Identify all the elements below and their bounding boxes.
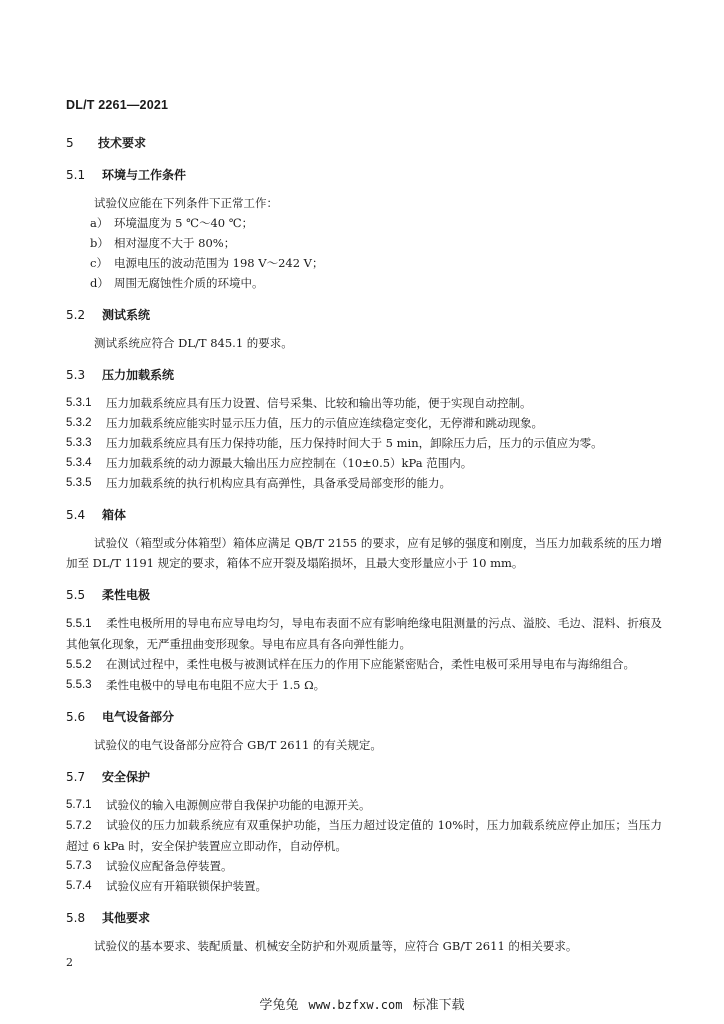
- paragraph: 试验仪的电气设备部分应符合 GB/T 2611 的有关规定。: [94, 738, 382, 752]
- clause: 5.7.4 试验仪应有开箱联锁保护装置。: [66, 879, 267, 893]
- standard-code-header: DL/T 2261—2021: [66, 98, 169, 112]
- clause: 5.3.1 压力加载系统应具有压力设置、信号采集、比较和输出等功能，便于实现自动控制。: [66, 396, 532, 410]
- clause: 5.7.3 试验仪应配备急停装置。: [66, 859, 233, 873]
- footer-tagline: 标准下载: [412, 998, 465, 1013]
- list-item: c） 电源电压的波动范围为 198 V～242 V；: [90, 256, 324, 270]
- subsection-heading-5-1: 5.1 环境与工作条件: [66, 168, 187, 182]
- list-item: a） 环境温度为 5 ℃～40 ℃；: [90, 216, 254, 230]
- list-item: d） 周围无腐蚀性介质的环境中。: [90, 276, 264, 290]
- clause: 5.7.1 试验仪的输入电源侧应带自我保护功能的电源开关。: [66, 798, 371, 812]
- list-item: b） 相对湿度不大于 80%；: [90, 236, 236, 250]
- subsection-heading-5-6: 5.6 电气设备部分: [66, 710, 175, 724]
- subsection-heading-5-2: 5.2 测试系统: [66, 308, 151, 322]
- paragraph: 测试系统应符合 DL/T 845.1 的要求。: [94, 336, 293, 350]
- paragraph: 试验仪应能在下列条件下正常工作：: [94, 196, 278, 210]
- page-number: 2: [66, 956, 73, 969]
- clause: 5.5.3 柔性电极中的导电布电阻不应大于 1.5 Ω。: [66, 678, 326, 692]
- subsection-heading-5-7: 5.7 安全保护: [66, 770, 151, 784]
- clause: 5.5.2 在测试过程中，柔性电极与被测试样在压力的作用下应能紧密贴合，柔性电极可采用导电布与海绵组合。: [66, 657, 635, 671]
- section-title: 技术要求: [98, 136, 147, 150]
- paragraph: 试验仪的基本要求、装配质量、机械安全防护和外观质量等，应符合 GB/T 2611 的相关要求。: [94, 939, 578, 953]
- clause: 5.7.2 试验仪的压力加载系统应有双重保护功能，当压力超过设定值的 10%时，压力加载系统应停止加压；当压力超过 6 kPa 时，安全保护装置应立即动作，自动停机。: [66, 818, 662, 853]
- subsection-heading-5-8: 5.8 其他要求: [66, 911, 151, 925]
- section-heading: [66, 133, 662, 153]
- clause: 5.3.3 压力加载系统应具有压力保持功能，压力保持时间大于 5 min，卸除压力后，压力的示值应为零。: [66, 436, 603, 450]
- clause: 5.3.4 压力加载系统的动力源最大输出压力应控制在（10±0.5）kPa 范围内。: [66, 456, 473, 470]
- footer-watermark: [0, 994, 724, 1013]
- clause: 5.5.1 柔性电极所用的导电布应导电均匀，导电布表面不应有影响绝缘电阻测量的污点、溢胶、毛边、混料、折痕及其他氧化现象，无严重扭曲变形现象。导电布应具有各向弹性能力。: [66, 616, 662, 651]
- footer-url-link[interactable]: www.bzfxw.com: [308, 998, 403, 1012]
- clause: 5.3.5 压力加载系统的执行机构应具有高弹性，具备承受局部变形的能力。: [66, 476, 451, 490]
- subsection-heading-5-4: 5.4 箱体: [66, 508, 127, 522]
- document-body: [66, 133, 662, 956]
- clause: 5.3.2 压力加载系统应能实时显示压力值，压力的示值应连续稳定变化，无停滞和跳动现象。: [66, 416, 543, 430]
- subsection-heading-5-3: 5.3 压力加载系统: [66, 368, 175, 382]
- subsection-heading-5-5: 5.5 柔性电极: [66, 588, 151, 602]
- paragraph: 试验仪（箱型或分体箱型）箱体应满足 QB/T 2155 的要求，应有足够的强度和刚度，当压力加载系统的压力增加至 DL/T 1191 规定的要求，箱体不应开裂及塌陷损坏，且最大变形量应小于 10 mm。: [66, 536, 662, 570]
- footer-site-name: 学兔兔: [259, 998, 299, 1013]
- section-number: 5: [66, 136, 74, 150]
